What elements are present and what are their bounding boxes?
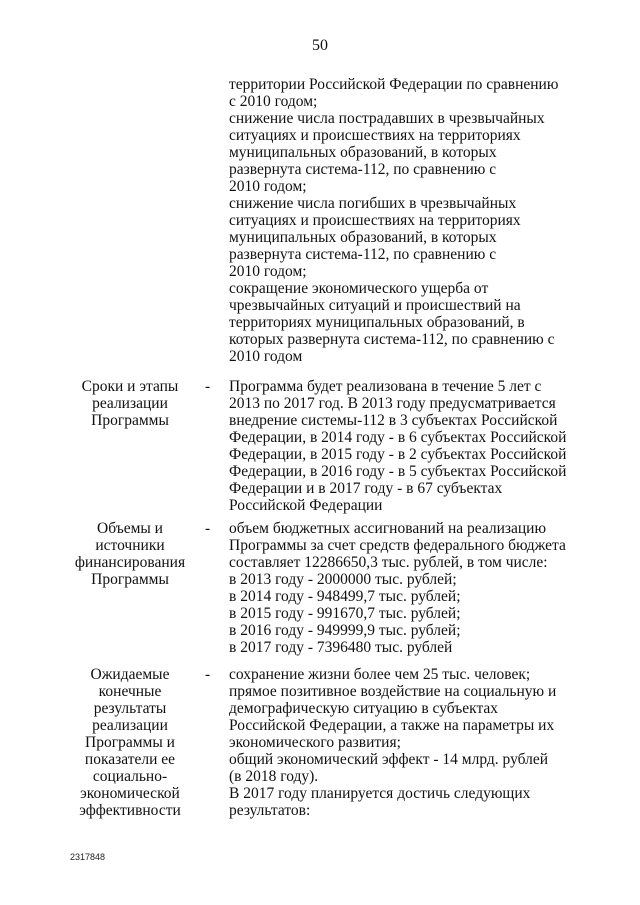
label-line: источники [95,537,165,554]
label-line: экономической [80,785,180,802]
text-line: территории Российской Федерации по сравнению [229,76,559,93]
text-line: чрезвычайных ситуаций и происшествий на [229,297,521,314]
value-line: Российской Федерации [229,497,383,514]
label-line: Объемы и [97,520,163,537]
text-line: 2010 годом; [229,178,307,195]
text-line: развернута система-112, по сравнению с [229,246,497,263]
label-line: результаты [93,700,167,717]
value-line: прямое позитивное воздействие на социальную и [229,683,557,700]
text-line: 2010 годом; [229,263,307,280]
label-line: Программы и [85,734,175,751]
label-line: социально- [92,768,168,785]
label-line: финансирования [74,554,186,571]
value-line: (в 2018 году). [229,768,319,785]
value-line: сохранение жизни более чем 25 тыс. человек; [229,666,531,683]
document-id: 2317848 [70,852,106,862]
value-line: Федерации, в 2015 году - в 2 субъектах Российской [229,446,567,463]
value-line: в 2014 году - 948499,7 тыс. рублей; [229,588,461,605]
text-line: муниципальных образований, в которых [229,229,497,246]
text-line: снижение числа погибших в чрезвычайных [229,195,517,212]
value-line: Федерации, в 2016 году - в 5 субъектах Российской [229,463,567,480]
label-line: реализации [92,717,168,734]
value-line: составляет 12286650,3 тыс. рублей, в том числе: [229,554,548,571]
value-line: в 2013 году - 2000000 тыс. рублей; [229,571,457,588]
text-line: с 2010 годом; [229,93,318,110]
row-label [70,666,190,819]
value-line: Программы за счет средств федерального бюджета [229,537,566,554]
value-line: в 2015 году - 991670,7 тыс. рублей; [229,605,461,622]
text-line: ситуациях и происшествиях на территориях [229,127,521,144]
label-line: эффективности [79,802,181,819]
value-line: в 2016 году - 949999,9 тыс. рублей; [229,622,461,639]
value-line: Федерации, в 2014 году - в 6 субъектах Российской [229,429,567,446]
value-line: Федерации и в 2017 году - в 67 субъектах [229,480,503,497]
text-line: муниципальных образований, в которых [229,144,497,161]
text-line: сокращение экономического ущерба от [229,280,489,297]
label-line: Программы [91,571,169,588]
text-line: развернута система-112, по сравнению с [229,161,497,178]
row-value [229,378,589,514]
text-line: которых развернута система-112, по сравнению с [229,331,555,348]
value-line: результатов: [229,802,311,819]
value-line: демографическую ситуацию в субъектах [229,700,499,717]
text-line: снижение числа пострадавших в чрезвычайных [229,110,545,127]
label-line: конечные [98,683,162,700]
value-line: Российской Федерации, а также на параметры их [229,717,555,734]
text-line: 2010 годом [229,348,303,365]
page-number: 50 [312,37,328,54]
value-line: 2013 по 2017 год. В 2013 году предусматривается [229,395,556,412]
value-line: В 2017 году планируется достичь следующих [229,785,531,802]
label-line: Ожидаемые [90,666,170,683]
row-value [229,520,589,656]
row-dash: - [205,520,211,537]
label-line: Сроки и этапы [81,378,179,395]
value-line: внедрение системы-112 в 3 субъектах Российской [229,412,558,429]
value-line: Программа будет реализована в течение 5 лет с [229,378,542,395]
row-label [70,378,190,429]
text-line: территориях муниципальных образований, в [229,314,525,331]
text-line: ситуациях и происшествиях на территориях [229,212,521,229]
row-value [229,666,589,819]
value-line: в 2017 году - 7396480 тыс. рублей [229,639,453,656]
value-line: общий экономический эффект - 14 млрд. рублей [229,751,549,768]
label-line: показатели ее [84,751,176,768]
value-line: объем бюджетных ассигнований на реализацию [229,520,547,537]
row-label [70,520,190,588]
row-dash: - [205,378,211,395]
continuation-text [229,76,589,365]
value-line: экономического развития; [229,734,401,751]
row-dash: - [205,666,211,683]
label-line: реализации [92,395,168,412]
label-line: Программы [91,412,169,429]
